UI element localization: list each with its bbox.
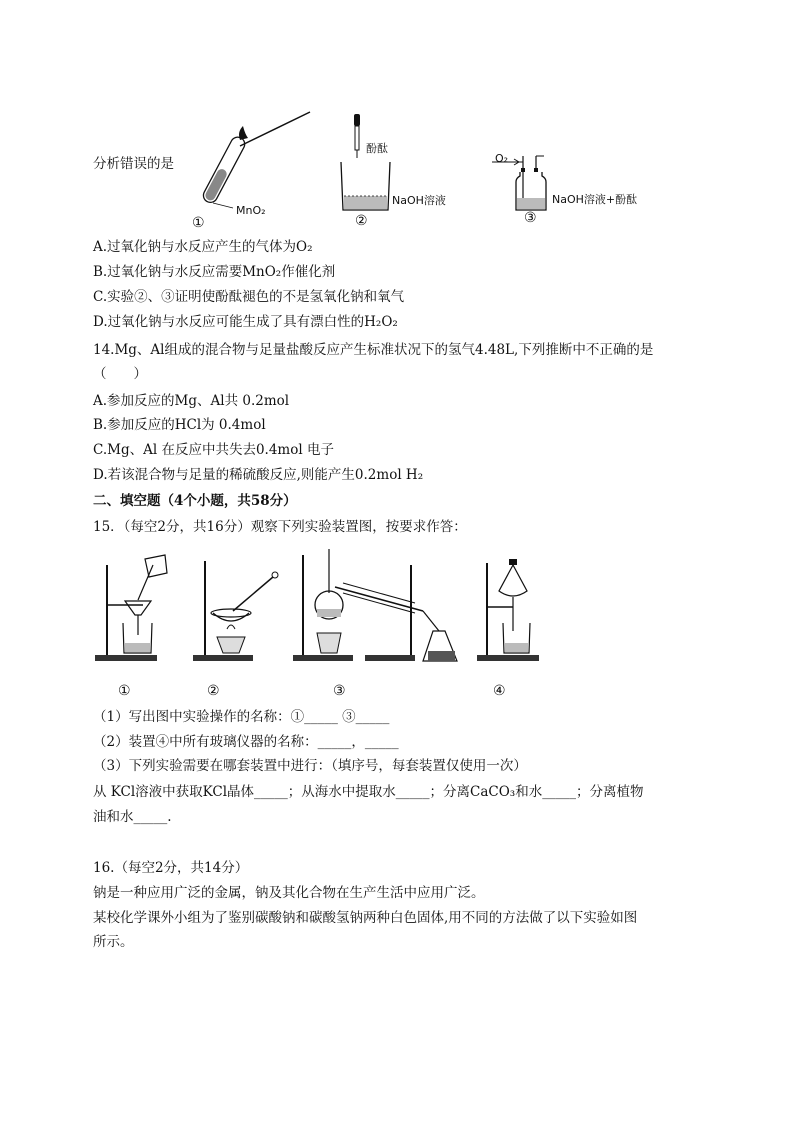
q13-stem: 分析错误的是: [93, 156, 174, 172]
q13-option-b: B.过氧化钠与水反应需要MnO₂作催化剂: [93, 264, 336, 280]
fig3-label: NaOH溶液+酚酞: [552, 193, 638, 206]
q13-option-c: C.实验②、③证明使酚酞褪色的不是氢氧化钠和氧气: [93, 289, 405, 305]
q15-label-3: ③: [333, 683, 346, 699]
q15-label-4: ④: [493, 683, 506, 699]
q15-sub3-line2: 油和水_____.: [93, 809, 172, 825]
q14-option-d: D.若该混合物与足量的稀硫酸反应,则能产生0.2mol H₂: [93, 467, 424, 483]
fig2-number: ②: [355, 213, 368, 229]
fig1-number: ①: [192, 215, 205, 231]
q16-paragraph-1: 钠是一种应用广泛的金属，钠及其化合物在生产生活中应用广泛。: [93, 885, 485, 901]
q15-label-2: ②: [207, 683, 220, 699]
q15-label-1: ①: [118, 683, 131, 699]
figure-apparatus-row: [93, 545, 543, 663]
q15-sub3-line1: 从 KCl溶液中获取KCl晶体_____；从海水中提取水_____；分离CaCO₃和水_____；分离植物: [93, 784, 644, 800]
fig2-drop-label: 酚酞: [366, 142, 388, 155]
apparatus-evaporation: [193, 561, 278, 661]
figure-test-tube-mno2: [185, 108, 325, 218]
q14-option-a: A.参加反应的Mg、Al共 0.2mol: [93, 393, 290, 409]
q16-paragraph-3: 所示。: [93, 934, 134, 950]
figure-beaker-dropper: [338, 112, 398, 212]
q14-option-b: B.参加反应的HCl为 0.4mol: [93, 417, 266, 433]
section-title: 二、填空题（4个小题，共58分）: [93, 493, 297, 509]
q16-paragraph-2: 某校化学课外小组为了鉴别碳酸钠和碳酸氢钠两种白色固体,用不同的方法做了以下实验如图: [93, 910, 638, 926]
fig2-label: NaOH溶液: [392, 194, 446, 207]
q13-option-a: A.过氧化钠与水反应产生的气体为O₂: [93, 239, 313, 255]
q15-sub2: （2）装置④中所有玻璃仪器的名称：_____，_____: [93, 734, 399, 750]
q15-stem: 15．（每空2分，共16分）观察下列实验装置图，按要求作答：: [93, 519, 467, 535]
fig3-number: ③: [524, 210, 537, 226]
fig3-gas-label: O₂: [495, 152, 509, 165]
q13-option-d: D.过氧化钠与水反应可能生成了具有漂白性的H₂O₂: [93, 314, 398, 330]
q14-paren: （ ）: [93, 366, 147, 382]
q15-sub3: （3）下列实验需要在哪套装置中进行：（填序号，每套装置仅使用一次）: [93, 758, 527, 774]
q15-sub1: （1）写出图中实验操作的名称：①_____ ③_____: [93, 709, 390, 725]
apparatus-distillation: [293, 549, 457, 661]
q14-stem: 14.Mg、Al组成的混合物与足量盐酸反应产生标准状况下的氢气4.48L,下列推断中不正确的是: [93, 342, 654, 358]
apparatus-filtration: [95, 555, 167, 661]
fig1-label: MnO₂: [236, 204, 266, 217]
figure-gas-bottle: [490, 148, 560, 213]
apparatus-separatory-funnel: [477, 559, 539, 661]
q14-option-c: C.Mg、Al 在反应中共失去0.4mol 电子: [93, 442, 334, 458]
q16-stem: 16.（每空2分，共14分）: [93, 860, 249, 876]
